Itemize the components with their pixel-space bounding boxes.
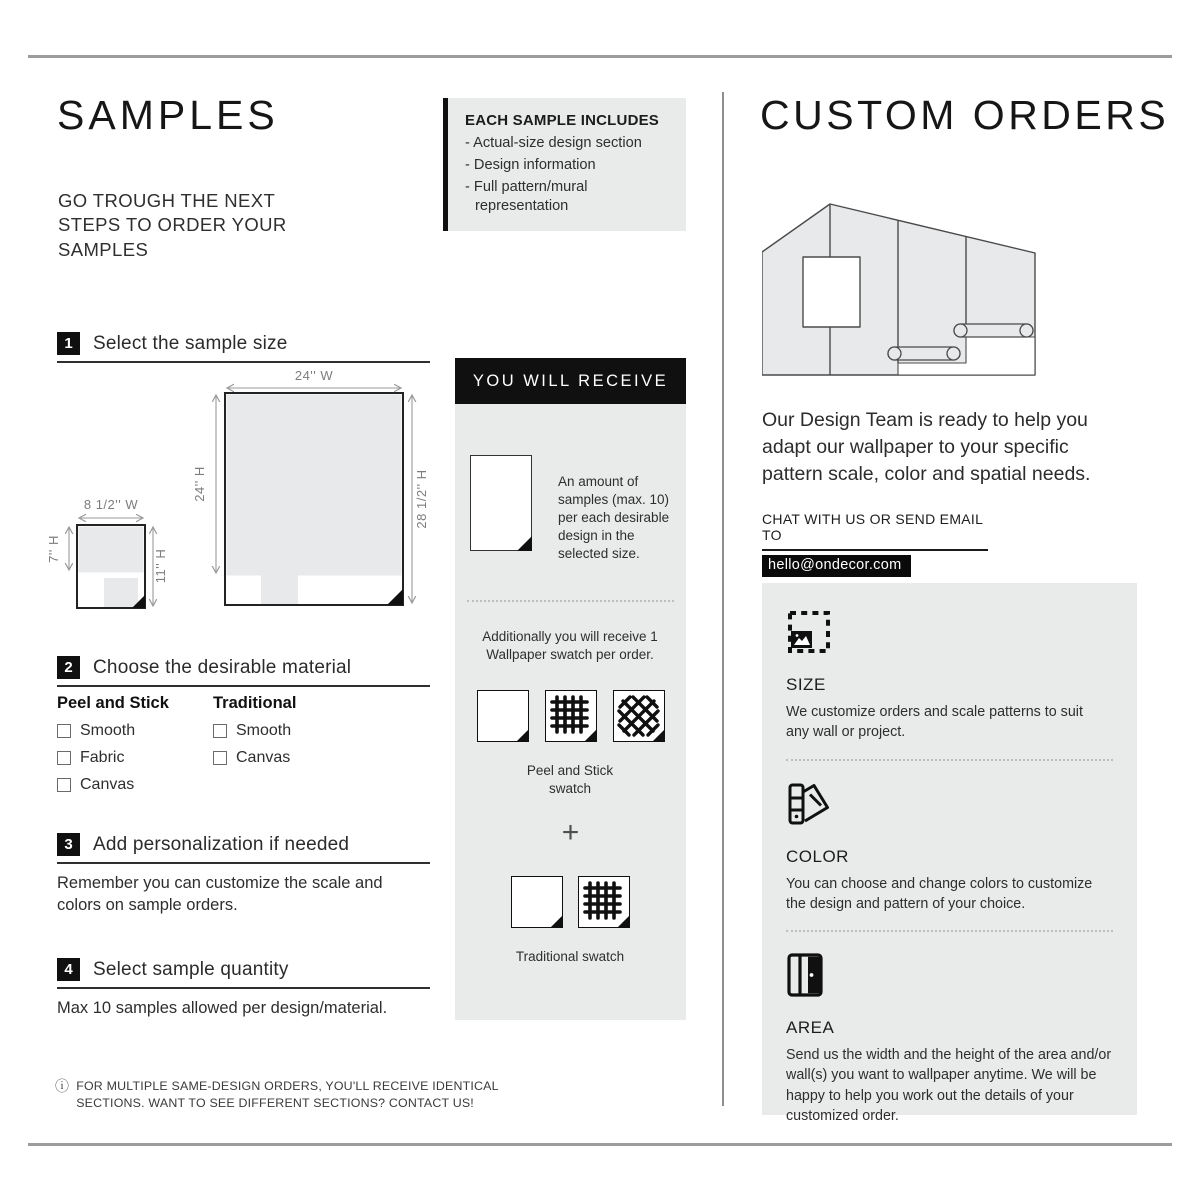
each-sample-includes-box xyxy=(443,98,686,231)
includes-item: - Actual-size design section xyxy=(465,134,672,153)
checkbox-traditional-canvas xyxy=(213,751,227,765)
size-icon xyxy=(786,609,832,655)
grid-swatch-icon xyxy=(545,690,597,742)
small-right-height-label: 11'' H xyxy=(153,548,168,584)
option-label: Smooth xyxy=(80,722,136,739)
checkbox-peel-canvas xyxy=(57,778,71,792)
step-3-number: 3 xyxy=(57,833,80,856)
wall-wallpaper-illustration xyxy=(762,198,1040,382)
option-label: Smooth xyxy=(236,722,292,739)
samples-subtitle: GO TROUGH THE NEXT STEPS TO ORDER YOUR SAMPLES xyxy=(58,190,287,260)
dotted-separator xyxy=(786,759,1113,761)
you-will-receive-header: YOU WILL RECEIVE xyxy=(455,358,686,404)
traditional-swatch-label: Traditional swatch xyxy=(515,949,625,964)
column-divider xyxy=(722,92,724,1106)
option-label: Fabric xyxy=(80,749,125,766)
feature-title: AREA xyxy=(786,1018,835,1038)
sample-size-diagram xyxy=(46,368,437,618)
sample-sheet-icon xyxy=(470,455,532,551)
step-3-header xyxy=(57,833,430,864)
custom-orders-title: CUSTOM ORDERS xyxy=(760,92,1170,138)
color-swatches-icon xyxy=(786,781,832,827)
blank-swatch-icon xyxy=(477,690,529,742)
large-right-height-label: 28 1/2'' H xyxy=(414,469,429,529)
material-option-row xyxy=(57,776,207,794)
checkbox-peel-fabric xyxy=(57,751,71,765)
blank-swatch-icon xyxy=(511,876,563,928)
large-sample-sheet xyxy=(225,393,403,605)
step-2-header xyxy=(57,656,430,687)
contact-block xyxy=(762,511,988,577)
checkbox-peel-smooth xyxy=(57,724,71,738)
step-4-header xyxy=(57,958,430,989)
top-rule xyxy=(28,55,1172,58)
samples-note: An amount of samples (max. 10) per each desirable design in the selected size. xyxy=(558,474,670,561)
feature-title: SIZE xyxy=(786,675,826,694)
step-2-label: Choose the desirable material xyxy=(93,656,352,678)
feature-text: Send us the width and the height of the area and/or wall(s) you want to wallpaper anytime. We will be happy to help you work out the details of your customized order. xyxy=(786,1047,1112,1125)
option-label: Canvas xyxy=(236,749,291,766)
step-4-number: 4 xyxy=(57,958,80,981)
samples-title: SAMPLES xyxy=(57,92,279,138)
feature-text: We customize orders and scale patterns to suit any wall or project. xyxy=(786,704,1083,741)
step-1-label: Select the sample size xyxy=(93,332,288,354)
small-width-label: 8 1/2'' W xyxy=(83,497,139,512)
plus-icon: + xyxy=(561,816,580,849)
includes-item: - Design information xyxy=(465,156,672,175)
email-link[interactable]: hello@ondecor.com xyxy=(762,555,911,577)
large-width-label: 24'' W xyxy=(294,368,334,383)
checkbox-traditional-smooth xyxy=(213,724,227,738)
footnote xyxy=(55,1078,535,1113)
small-sample-sheet xyxy=(77,525,145,608)
step-3-label: Add personalization if needed xyxy=(93,833,350,855)
traditional-title: Traditional xyxy=(213,694,297,712)
peel-and-stick-material-group xyxy=(57,694,207,794)
material-option-row xyxy=(57,722,207,740)
peel-and-stick-title: Peel and Stick xyxy=(57,694,169,712)
includes-title: EACH SAMPLE INCLUDES xyxy=(465,112,660,129)
swatch-note: Additionally you will receive 1 Wallpaper swatch per order. xyxy=(482,629,658,662)
includes-item: - Full pattern/mural representation xyxy=(465,178,655,216)
step-4-label: Select sample quantity xyxy=(93,958,289,980)
large-left-height-label: 24'' H xyxy=(192,466,207,502)
personalization-note: Remember you can customize the scale and colors on sample orders. xyxy=(57,874,383,915)
contact-label: CHAT WITH US OR SEND EMAIL TO xyxy=(762,511,988,551)
feature-text: You can choose and change colors to customize the design and pattern of your choice. xyxy=(786,875,1093,912)
feature-size xyxy=(786,609,1113,761)
material-option-row xyxy=(57,749,207,767)
feature-color xyxy=(786,781,1113,933)
quantity-note: Max 10 samples allowed per design/material. xyxy=(57,999,388,1017)
step-2-number: 2 xyxy=(57,656,80,679)
custom-orders-intro: Our Design Team is ready to help you adapt our wallpaper to your specific pattern scale, color and spatial needs. xyxy=(762,409,1091,485)
area-panels-icon xyxy=(786,952,826,998)
custom-order-features-panel xyxy=(762,583,1137,1125)
traditional-material-group xyxy=(213,694,363,767)
you-will-receive-panel xyxy=(455,358,686,1020)
material-option-row xyxy=(213,722,363,740)
peel-swatch-row xyxy=(455,690,686,742)
info-icon: ⓘ xyxy=(55,1078,70,1094)
peel-swatch-label: Peel and Stick swatch xyxy=(526,763,614,796)
feature-title: COLOR xyxy=(786,846,849,866)
bottom-rule xyxy=(28,1143,1172,1146)
small-left-height-label: 7'' H xyxy=(46,535,61,563)
feature-area xyxy=(786,952,1113,1126)
traditional-swatch-row xyxy=(455,876,686,928)
option-label: Canvas xyxy=(80,776,135,793)
crosshatch-swatch-icon xyxy=(613,690,665,742)
footnote-text: FOR MULTIPLE SAME-DESIGN ORDERS, YOU'LL RECEIVE IDENTICAL SECTIONS. WANT TO SEE DIFFERENT SECTIONS? CONTACT US! xyxy=(76,1079,499,1111)
dotted-separator xyxy=(786,930,1113,932)
step-1-number: 1 xyxy=(57,332,80,355)
step-1-header xyxy=(57,332,430,363)
material-option-row xyxy=(213,749,363,767)
dotted-separator xyxy=(467,600,674,602)
grid-swatch-icon xyxy=(578,876,630,928)
